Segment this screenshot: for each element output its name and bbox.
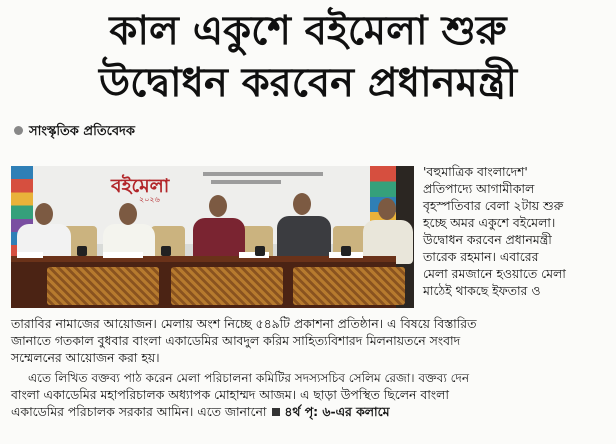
- photo-paper: [103, 252, 143, 258]
- photo-head: [119, 203, 137, 225]
- article-line: প্রতিপাদ্যে আগামীকাল: [423, 181, 535, 196]
- article-line-text: একাডেমির পরিচালক সরকার আমিন। এতে জানানো: [11, 405, 267, 419]
- photo-microphone: [77, 246, 87, 256]
- article-line: বাংলা একাডেমির মহাপরিচালক অধ্যাপক মোহাম্মদ আজম। এ ছাড়া উপস্থিত ছিলেন বাংলা: [11, 388, 449, 402]
- press-conference-photo: [11, 166, 414, 308]
- photo-table-cloth: [47, 267, 159, 305]
- photo-microphone: [161, 246, 171, 256]
- continuation-link[interactable]: [270, 405, 389, 419]
- bullet-icon: [14, 126, 23, 135]
- article-line: [11, 404, 606, 422]
- photo-microphone: [341, 246, 351, 256]
- square-bullet-icon: [272, 408, 280, 416]
- continuation-text: ৪র্থ পৃ: ৬-এর কলামে: [284, 405, 390, 419]
- photo-table-cloth: [293, 267, 405, 305]
- photo-microphone: [255, 246, 265, 256]
- photo-paper: [17, 252, 43, 258]
- article-line: উদ্বোধন করবেন প্রধানমন্ত্রী: [423, 232, 552, 247]
- article-line: তারেক রহমান। এবারের: [423, 249, 539, 264]
- article-line: এতে লিখিত বক্তব্য পাঠ করেন মেলা পরিচালনা কমিটির সদস্যসচিব সেলিম রেজা। বক্তব্য দেন: [28, 371, 470, 385]
- headline-line-2: উদ্বোধন করবেন প্রধানমন্ত্রী: [98, 60, 518, 106]
- photo-banner-title: বইমেলা: [111, 175, 170, 197]
- article-line: জানাতে গতকাল বুধবার বাংলা একাডেমির আবদুল করিম সাহিত্যবিশারদ মিলনায়তনে সংবাদ: [11, 334, 461, 348]
- photo-banner-text: [211, 180, 281, 184]
- photo-banner-text: [203, 172, 323, 176]
- byline-text: সাংস্কৃতিক প্রতিবেদক: [29, 124, 135, 139]
- article-line: 'বহুমাত্রিক বাংলাদেশ': [423, 164, 528, 179]
- article-line: মাঠেই থাকছে ইফতার ও: [423, 283, 541, 298]
- article-line: তারাবির নামাজের আয়োজন। মেলায় অংশ নিচ্ছে ৫৪৯টি প্রকাশনা প্রতিষ্ঠান। এ বিষয়ে বিস্তারিত: [11, 317, 477, 331]
- photo-head: [209, 195, 227, 217]
- photo-head: [293, 193, 311, 215]
- article-line: হচ্ছে অমর একুশে বইমেলা।: [423, 215, 556, 230]
- byline: [14, 122, 135, 143]
- photo-table-cloth: [171, 267, 283, 305]
- headline-line-1: কাল একুশে বইমেলা শুরু: [109, 8, 507, 54]
- article-line: সম্মেলনের আয়োজন করা হয়।: [11, 351, 160, 365]
- photo-head: [35, 203, 53, 225]
- photo-head: [378, 198, 396, 220]
- article-line: মেলা রমজানে হওয়াতে মেলা: [423, 266, 566, 281]
- article-line: বৃহস্পতিবার বেলা ২টায় শুরু: [423, 198, 564, 213]
- photo-banner-year: ২০২৬: [139, 195, 160, 204]
